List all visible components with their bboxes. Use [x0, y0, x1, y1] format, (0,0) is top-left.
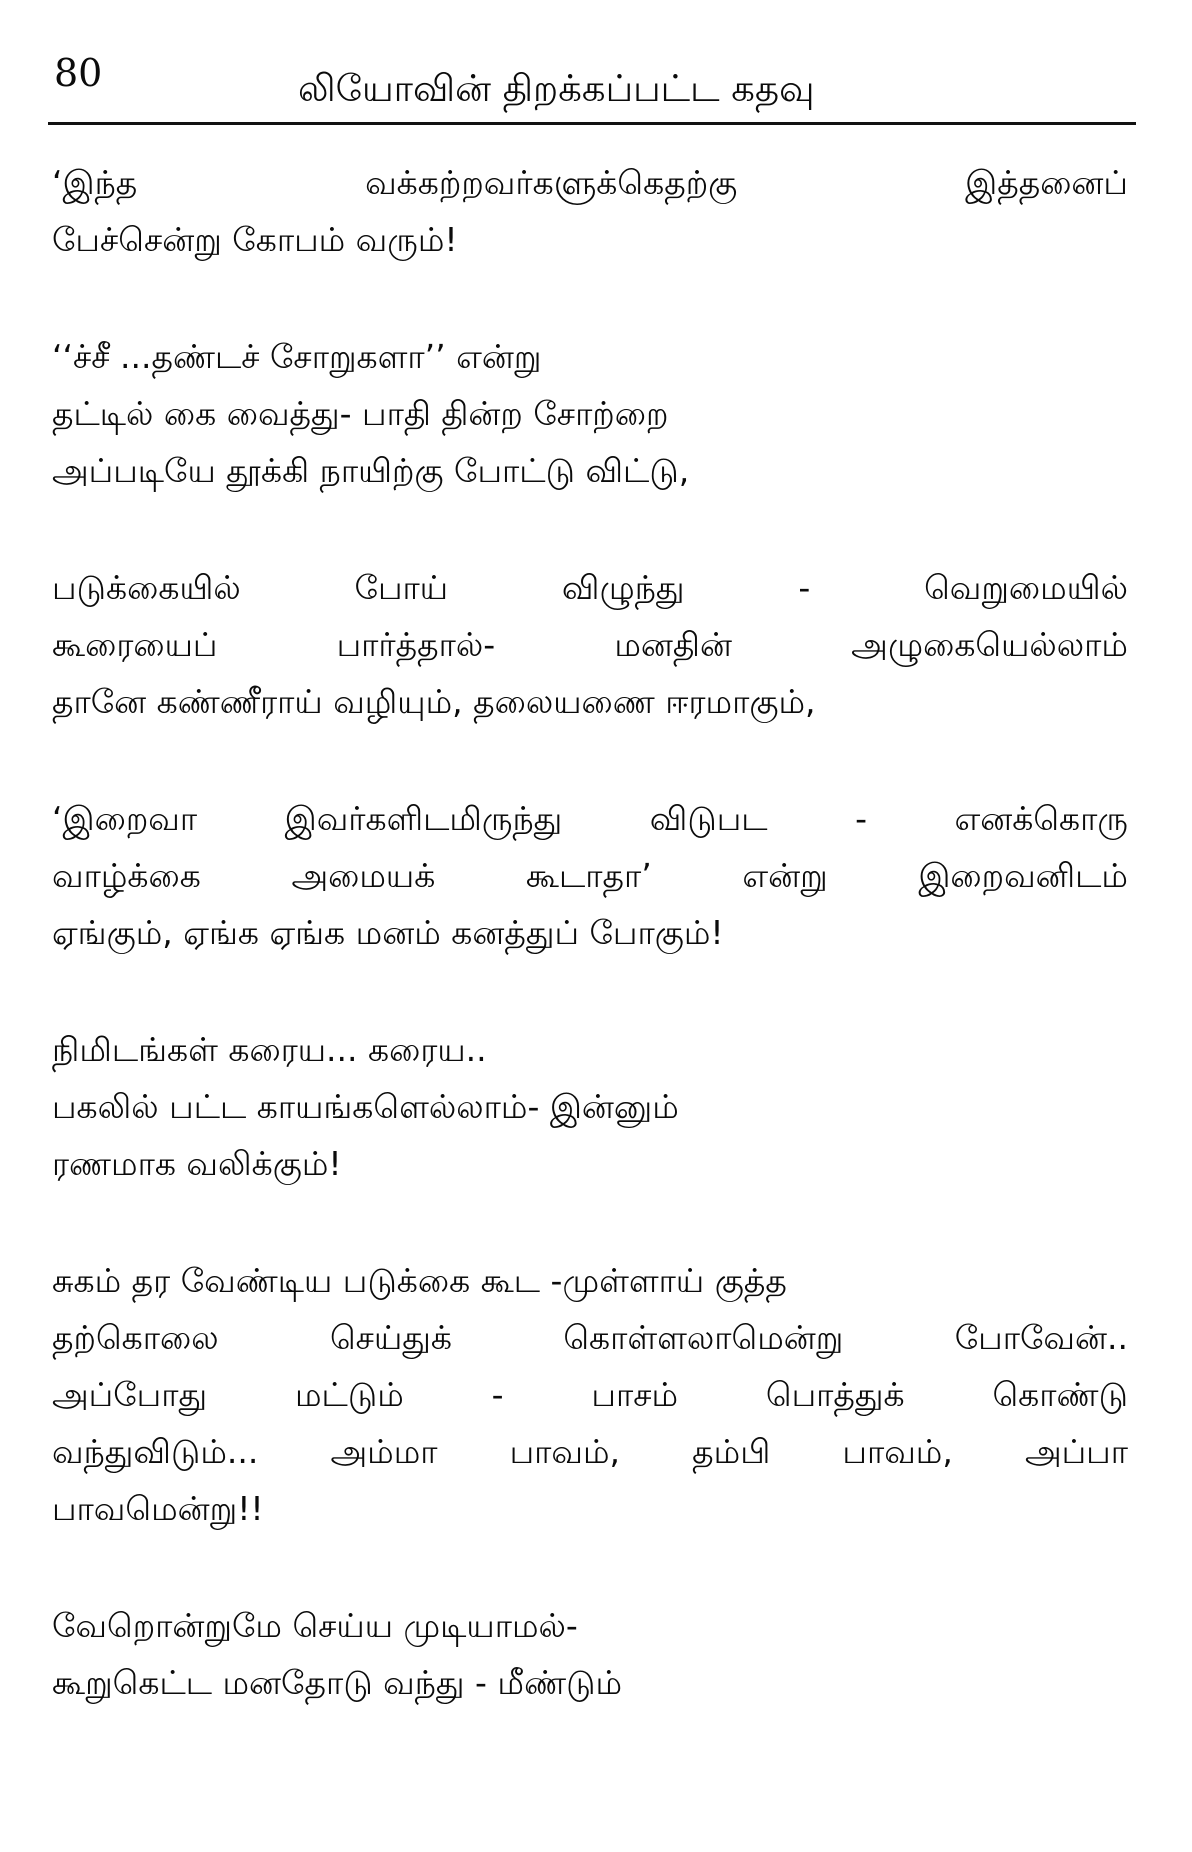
stanza-gap — [52, 730, 1128, 790]
text-line: ‘‘ச்சீ ...தண்டச் சோறுகளா’’ என்று — [52, 337, 542, 376]
stanza-gap — [52, 1537, 1128, 1597]
word: பாவம், — [509, 1432, 621, 1471]
word: இத்தனைப் — [965, 163, 1128, 202]
word: மனதின் — [614, 625, 732, 664]
stanza — [52, 790, 1128, 961]
header-rule — [48, 122, 1136, 125]
word: அப்போது — [52, 1375, 208, 1414]
word: விடுபட — [649, 799, 768, 838]
word: பாவம், — [842, 1432, 953, 1471]
word: ‘இறைவா — [52, 799, 198, 838]
text-line-justified — [52, 1309, 1128, 1366]
word: செய்துக் — [329, 1318, 452, 1357]
text-line: ஏங்கும், ஏங்க ஏங்க மனம் கனத்துப் போகும்! — [52, 913, 724, 952]
page-number: 80 — [54, 51, 103, 95]
stanza-gap — [52, 1192, 1128, 1252]
word: தம்பி — [692, 1432, 771, 1471]
word: விழுந்து — [561, 568, 685, 607]
word: - — [855, 799, 867, 838]
text-line: தட்டில் கை வைத்து- பாதி தின்ற சோற்றை — [52, 394, 669, 433]
running-title: லியோவின் திறக்கப்பட்ட கதவு — [298, 67, 815, 110]
word: பார்த்தால்- — [336, 625, 496, 664]
word: அமையக் — [291, 856, 436, 895]
word: பாசம் — [591, 1375, 679, 1414]
word: ‘இந்த — [52, 163, 138, 202]
text-line: தானே கண்ணீராய் வழியும், தலையணை ஈரமாகும், — [52, 682, 816, 721]
stanza-gap — [52, 961, 1128, 1021]
stanza — [52, 154, 1128, 268]
word: இறைவனிடம் — [918, 856, 1128, 895]
text-line: சுகம் தர வேண்டிய படுக்கை கூட -முள்ளாய் குத்த — [52, 1261, 787, 1300]
word: போய் — [354, 568, 449, 607]
text-line: அப்படியே தூக்கி நாயிற்கு போட்டு விட்டு, — [52, 451, 690, 490]
word: வக்கற்றவர்களுக்கெதற்கு — [365, 163, 738, 202]
poem-body — [52, 154, 1128, 1711]
word: அழுகையெல்லாம் — [851, 625, 1128, 664]
text-line-justified — [52, 616, 1128, 673]
stanza — [52, 559, 1128, 730]
word: வாழ்க்கை — [52, 856, 201, 895]
word: மட்டும் — [294, 1375, 404, 1414]
text-line-justified — [52, 790, 1128, 847]
text-line-justified — [52, 847, 1128, 904]
word: கொள்ளலாமென்று — [563, 1318, 844, 1357]
word: அம்மா — [330, 1432, 438, 1471]
text-line: நிமிடங்கள் கரைய... கரைய.. — [52, 1030, 487, 1069]
word: கூரையைப் — [52, 625, 218, 664]
text-line: பேச்சென்று கோபம் வரும்! — [52, 220, 458, 259]
word: வந்துவிடும்... — [52, 1432, 259, 1471]
stanza-gap — [52, 268, 1128, 328]
stanza-gap — [52, 499, 1128, 559]
text-line: பகலில் பட்ட காயங்களெல்லாம்- இன்னும் — [52, 1087, 679, 1126]
stanza — [52, 1252, 1128, 1537]
text-line: வேறொன்றுமே செய்ய முடியாமல்- — [52, 1606, 578, 1645]
word: - — [491, 1375, 504, 1414]
page-header — [48, 44, 1136, 126]
stanza — [52, 1597, 1128, 1711]
word: இவர்களிடமிருந்து — [284, 799, 563, 838]
word: கூடாதா’ — [525, 856, 652, 895]
word: - — [798, 568, 811, 607]
word: வெறுமையில் — [924, 568, 1128, 607]
text-line-justified — [52, 154, 1128, 211]
word: படுக்கையில் — [52, 568, 241, 607]
word: போவேன்.. — [954, 1318, 1128, 1357]
text-line: கூறுகெட்ட மனதோடு வந்து - மீண்டும் — [52, 1663, 623, 1702]
text-line-justified — [52, 1366, 1128, 1423]
stanza — [52, 328, 1128, 499]
word: கொண்டு — [992, 1375, 1128, 1414]
word: அப்பா — [1024, 1432, 1128, 1471]
stanza — [52, 1021, 1128, 1192]
word: எனக்கொரு — [954, 799, 1128, 838]
text-line-justified — [52, 559, 1128, 616]
word: என்று — [742, 856, 828, 895]
word: தற்கொலை — [52, 1318, 219, 1357]
text-line-justified — [52, 1423, 1128, 1480]
word: பொத்துக் — [765, 1375, 905, 1414]
text-line: பாவமென்று!! — [52, 1489, 264, 1528]
text-line: ரணமாக வலிக்கும்! — [52, 1144, 342, 1183]
